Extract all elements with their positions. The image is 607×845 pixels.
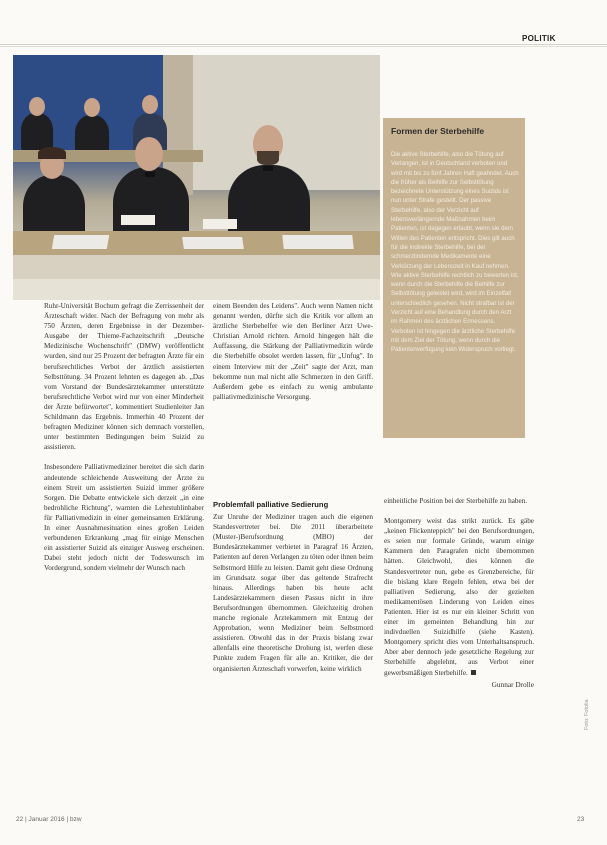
photo-nameplate bbox=[203, 219, 237, 229]
photo-hair bbox=[38, 147, 66, 159]
photo-person bbox=[75, 115, 109, 155]
photo-head bbox=[84, 98, 100, 117]
photo-beard bbox=[257, 151, 279, 165]
end-mark-icon bbox=[471, 670, 476, 675]
footer-left: 22 | Januar 2016 | bzw bbox=[16, 816, 82, 823]
paragraph bbox=[384, 516, 534, 678]
article-column-2-lower bbox=[213, 500, 373, 684]
paragraph: Ruhr-Universität Bochum gefragt die Zerrissenheit der Ärzteschaft wider. Nach der Befragung von mehr als 750 Ärzten, deren Ergebnisse in der Dezember-Ausgabe der Thieme-Fachzeitschrift „Deutsche Medizinische Wochenschrift" (DMW) veröffentlicht wurden, sind nur 25 Prozent der befragten Ärzte für ein berufsrechtliches Verbot der ärztlich assistierten Selbsttötung. 34 Prozent lehnten es dagegen ab. „Das vom Vorstand der Bundesärztekammer unterstützte berufsrechtliche Verbot wird nur von einer Minderheit der Ärzte befürwortet", kommentiert Studienleiter Jan Schildmann das Ergebnis. Immerhin 40 Prozent der befragten Mediziner können sich demnach vorstellen, unter bestimmten Bedingungen beim Suizid zu assistieren. bbox=[44, 302, 204, 452]
page-number: 23 bbox=[577, 816, 585, 823]
photo-head bbox=[135, 137, 163, 171]
photo-nameplate bbox=[121, 215, 155, 225]
photo-head bbox=[29, 97, 45, 116]
photo-papers bbox=[52, 235, 109, 249]
paragraph-text: Montgomery weist das strikt zurück. Es gäbe „keinen Flickenteppich" bei den Berufsordnungen, es seien nur formale Gründe, warum einige Kammern den Paragrafen nicht übernommen hätten. Gleichwohl, dies können die Standesvertreter nun, gebe es Grenzbereiche, für die bislang klare Regeln fehlen, etwa bei der palliativen Sedierung, also der gezielten medikamentösen Linderung von Leiden eines Patienten. Hier ist es nur ein kleiner Schritt von einer im gemeinten Behandlung hin zur indivduellen Suizidhilfe (siehe Kasten). Montgomery spricht dies vom Unterhaltsanspruch. Aber aber dennoch jede gesetzliche Regelung zur Sterbehilfe abgelehnt, aus Verbot einer gewerbsmäßigen Sterbehilfe. bbox=[384, 517, 534, 677]
author-line bbox=[384, 680, 534, 690]
infobox-title: Formen der Sterbehilfe bbox=[391, 126, 485, 136]
article-column-1 bbox=[44, 301, 204, 583]
header-rule bbox=[0, 44, 607, 45]
paragraph: Insbesondere Palliativmediziner bereitet die sich darin andeutende schleichende Ausweitung der Ärzte zu einem Streit um assistierten Suizid immer größere Sorgen. Die Debatte entwickele sich derzeit „in eine bedrohliche Richtung", warnten die Lehrstuhlinhaber für Palliativmedizin in einer gemeinsamen Erklärung. In einer Ausnahmesituation eines großen Leiden verbundenen Erkrankung „mag für einige Menschen ein assistierter Suizid als einziger Ausweg erscheinen. Dabei steht jedoch nicht der Todeswunsch im Vordergrund, sondern vielmehr der Wunsch nach bbox=[44, 463, 204, 573]
photo-head bbox=[142, 95, 158, 114]
paragraph: einem Beenden des Leidens". Auch wenn Namen nicht genannt werden, dürfte sich die Kritik vor allem an ärztliche Sterbehelfer wie den Berliner Arzt Uwe-Christian Arnold richten. Arnold hingegen hält die Auffassung, die Stärkung der Palliativmedizin würde die Sterbehilfe obsolet werden lassen, für „Unfug". In einem Interview mit der „Zeit" sagte der Arzt, man bekomme nun mal nicht alle Schmerzen in den Griff. Außerdem gebe es einfach zu wenig ambulante palliativmedizinische Versorgung. bbox=[213, 302, 373, 401]
photo-papers bbox=[282, 235, 353, 249]
section-label: POLITIK bbox=[522, 34, 556, 43]
header-rule-secondary bbox=[0, 46, 607, 47]
photo-papers bbox=[182, 237, 244, 249]
photo-bowtie bbox=[145, 172, 155, 177]
photo-foreground bbox=[13, 279, 380, 300]
paragraph: einheitliche Position bei der Sterbehilfe zu haben. bbox=[384, 497, 528, 505]
photo-bowtie bbox=[263, 166, 273, 171]
paragraph: Zur Unruhe der Mediziner tragen auch die eigenen Standesvertreter bei. Die 2011 überarbeitete (Muster-)Berufsordnung (MBO) der Bundesärztekammer verbietet in Paragraf 16 Ärzten, Patienten auf deren Verlangen zu töten oder ihnen beim Selbstmord Hilfe zu leisten. Damit geht diese Ordnung im Grundsatz sogar über das geltende Strafrecht hinaus. Allerdings haben bis heute acht Landesärztekammern diesen Passus nicht in ihre Berufsordnungen übernommen. Gleichzeitig drohen manche regionale Ärztekammern mit Entzug der Approbation, wenn Mediziner beim Selbstmord assistieren. Obwohl das in der Praxis bislang zwar allenfalls eine theoretische Drohung ist, werfen diese Punkte zudem Fragen für alle an. Kritiker, die der organisierten Ärzteschaft vorwerfen, keine wirklich bbox=[213, 513, 373, 673]
article-column-2 bbox=[213, 301, 373, 412]
photo-credit: Foto: Fotolia bbox=[584, 699, 590, 730]
infobox-text: Die aktive Sterbehilfe, also die Tötung auf Verlangen, ist in Deutschland verboten und wird mit bis zu fünf Jahren Haft geahndet. Auch die früher als Beihilfe zur Selbsttötung bezeichnete Unterstützung eines Suizids ist nun unter Strafe gestellt. Der passive Sterbehilfe, also der Verzicht auf lebensverlängernde Maßnahmen beim Patienten, ist dagegen erlaubt, wenn sie dem Willen des Patienten entspricht. Dies gilt auch für die indirekte Sterbehilfe, bei der schmerzlindernde Medikamente eine Verkürzung der Lebenszeit in Kauf nehmen. Wie aktive Sterbehilfe rechtlich zu bewerten ist, wenn durch die Sterbehilfe die Beihilfe zur Selbsttötung geleistet wird, wird im Einzelfall unterschiedlich gesehen. Nicht strafbar ist der Verzicht auf eine Behandlung durch den Arzt im Rahmen des ärztlichen Ermessens. Verboten ist hingegen die ärztliche Sterbehilfe mit dem Ziel der Tötung, wenn durch die Patientenverfügung kein Widerspruch vorliegt. bbox=[391, 151, 519, 354]
article-column-3 bbox=[384, 496, 534, 690]
photo-person bbox=[21, 113, 53, 151]
subheading: Problemfall palliative Sedierung bbox=[213, 500, 329, 509]
panel-photo bbox=[13, 55, 380, 300]
author: Gunnar Drolle bbox=[491, 679, 534, 689]
